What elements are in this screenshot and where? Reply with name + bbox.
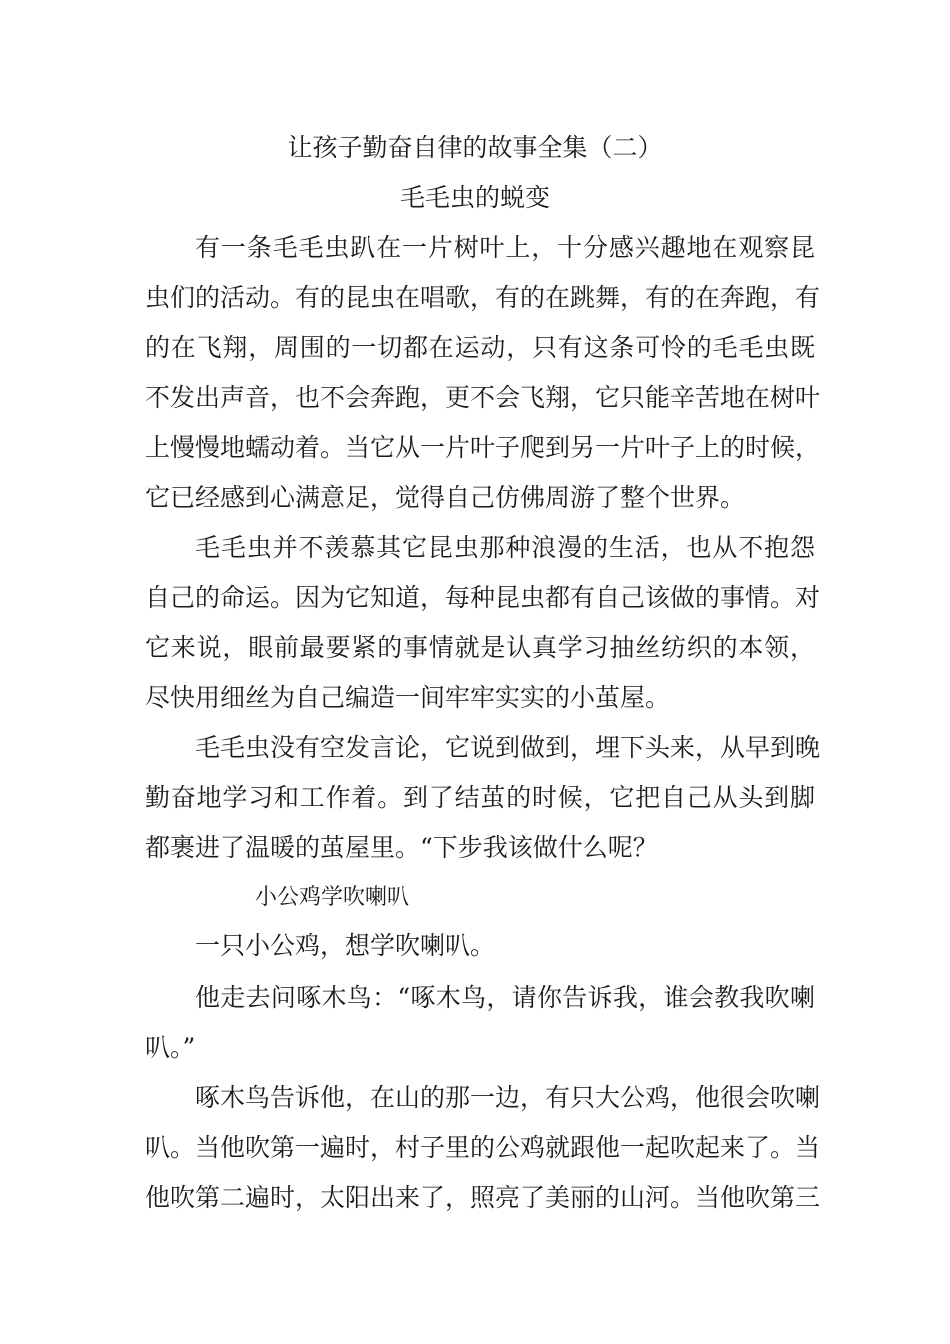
text-line: 叭。” bbox=[145, 1033, 196, 1062]
text-line: 毛毛虫没有空发言论，它说到做到，埋下头来，从早到晚 bbox=[195, 733, 821, 762]
text-line: 不发出声音，也不会奔跑，更不会飞翔，它只能辛苦地在树叶 bbox=[145, 383, 821, 412]
text-line: 他走去问啄木鸟：“啄木鸟，请你告诉我，谁会教我吹喇 bbox=[195, 983, 815, 1012]
text-line: 毛毛虫并不羡慕其它昆虫那种浪漫的生活，也从不抱怨 bbox=[195, 533, 815, 562]
text-line: 上慢慢地蠕动着。当它从一片叶子爬到另一片叶子上的时候， bbox=[145, 433, 821, 462]
text-line: 都裹进了温暖的茧屋里。“下步我该做什么呢？ bbox=[145, 833, 658, 862]
text-line: 的在飞翔，周围的一切都在运动，只有这条可怜的毛毛虫既 bbox=[145, 333, 815, 362]
document-title: 让孩子勤奋自律的故事全集（二） bbox=[287, 133, 663, 162]
text-line: 他吹第二遍时，太阳出来了，照亮了美丽的山河。当他吹第三 bbox=[145, 1183, 821, 1212]
text-line: 勤奋地学习和工作着。到了结茧的时候，它把自己从头到脚 bbox=[145, 783, 815, 812]
text-line: 尽快用细丝为自己编造一间牢牢实实的小茧屋。 bbox=[145, 683, 671, 712]
text-line: 它来说，眼前最要紧的事情就是认真学习抽丝纺织的本领， bbox=[145, 633, 815, 662]
text-line: 一只小公鸡，想学吹喇叭。 bbox=[195, 931, 496, 960]
story-title: 小公鸡学吹喇叭 bbox=[255, 885, 410, 910]
text-line: 虫们的活动。有的昆虫在唱歌，有的在跳舞，有的在奔跑，有 bbox=[145, 283, 821, 312]
text-line: 啄木鸟告诉他，在山的那一边，有只大公鸡，他很会吹喇 bbox=[195, 1083, 821, 1112]
text-line: 它已经感到心满意足，觉得自己仿佛周游了整个世界。 bbox=[145, 483, 746, 512]
text-line: 自己的命运。因为它知道，每种昆虫都有自己该做的事情。对 bbox=[145, 583, 821, 612]
text-line: 有一条毛毛虫趴在一片树叶上，十分感兴趣地在观察昆 bbox=[195, 233, 815, 262]
story-title: 毛毛虫的蜕变 bbox=[399, 183, 550, 212]
text-line: 叭。当他吹第一遍时，村子里的公鸡就跟他一起吹起来了。当 bbox=[145, 1133, 821, 1162]
